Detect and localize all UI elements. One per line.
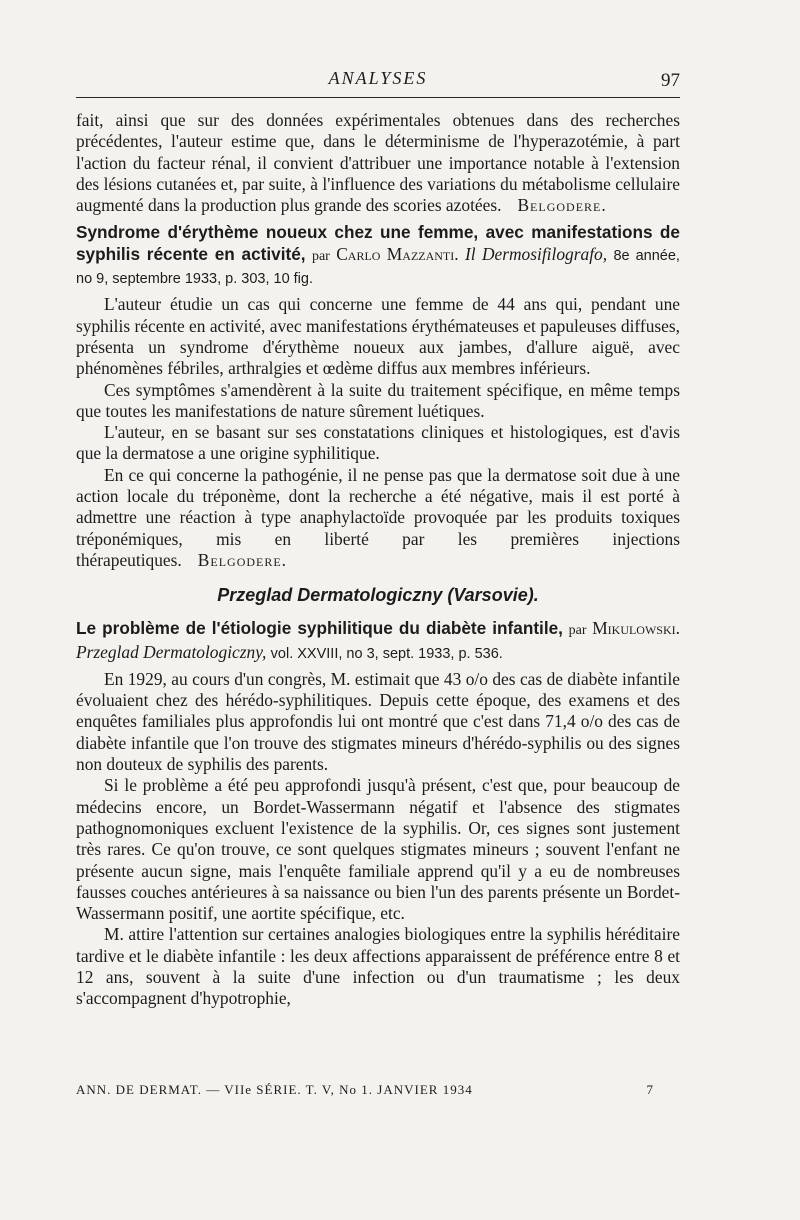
article-body	[76, 110, 680, 1010]
entry-2-reference	[76, 618, 680, 665]
entry-2-title: Le problème de l'étiologie syphilitique du diabète infantile,	[76, 618, 563, 639]
entry-2-paragraph-3: M. attire l'attention sur certaines analogies biologiques entre la syphilis héréditaire tardive et le diabète infantile : les deux affections apparaissent de préférence entre 8 et 12 ans, souvent à la suite d'une infection ou d'un traumatisme ; les deux s'accompagnent d'hypotrophie,	[76, 924, 680, 1009]
footer-sheet-number: 7	[646, 1082, 654, 1097]
entry-2-paragraph-2: Si le problème a été peu approfondi jusqu'à présent, c'est que, pour beaucoup de médecins encore, un Bordet-Wassermann négatif et l'absence des stigmates pathognomoniques excluent l'existence de la syphilis. Or, ces signes sont justement très rares. Ce qu'on trouve, ce sont quelques stigmates mineurs ; souvent l'enfant ne présente aucun signe, mais l'enquête familiale apprend qu'il y a eu de nombreuses fausses couches antérieures à sa naissance ou bien l'un des parents présente un Bordet-Wassermann positif, une aortite spécifique, etc.	[76, 775, 680, 924]
entry-1-paragraph-4	[76, 465, 680, 571]
page-number: 97	[661, 70, 680, 91]
entry-1-journal: Il Dermosifilografo,	[464, 243, 608, 264]
entry-1-details: 8e année, no 9, septembre 1933, p. 303, 10 fig.	[76, 247, 680, 288]
footer-citation: ANN. DE DERMAT. — VIIe SÉRIE. T. V, No 1. JANVIER 1934	[76, 1082, 473, 1097]
entry-1-paragraph-2: Ces symptômes s'amendèrent à la suite du traitement spécifique, en même temps que toutes les manifestations de nature sûrement luétiques.	[76, 379, 680, 421]
entry-2-author: Mikulowski.	[592, 618, 680, 639]
entry-1-paragraph-1: L'auteur étudie un cas qui concerne une femme de 44 ans qui, pendant une syphilis récente en activité, avec manifestations érythémateuses et papuleuses diffuses, présenta un syndrome d'érythème noueux aux jambes, d'allure aiguë, avec phénomènes fébriles, arthralgies et œdème diffus aux membres inférieurs.	[76, 294, 680, 379]
journal-heading: Przeglad Dermatologiczny (Varsovie).	[217, 585, 539, 606]
page-header	[76, 68, 680, 98]
entry-2-by: par	[568, 623, 587, 639]
entry-2-paragraph-1: En 1929, au cours d'un congrès, M. estimait que 43 o/o des cas de diabète infantile évoluaient chez des hérédo-syphilitiques. Depuis cette époque, des examens et des enquêtes familiales plus approfondis lui ont montré que c'est dans 71,4 o/o des cas de diabète infantile que l'on trouve des stigmates mineurs d'hérédo-syphilis ou des signes non douteux de syphilis des parents.	[76, 668, 680, 775]
page-footer	[76, 1082, 680, 1098]
intro-paragraph	[76, 110, 680, 216]
intro-text: fait, ainsi que sur des données expérimentales obtenues dans des recherches précédentes, l'auteur estime que, dans le déterminisme de l'hyperazotémie, à part l'action du facteur rénal, il convient d'attribuer une importance notable à l'extension des lésions cutanées et, par suite, à l'influence des variations du métabolisme cellulaire augmenté dans la production plus grande des scories azotées.	[76, 110, 680, 216]
entry-1-title: Syndrome d'érythème noueux chez une femme, avec manifestations de syphilis récente en activité,	[76, 222, 680, 264]
entry-1-signature: Belgodere.	[197, 549, 288, 570]
entry-2-details: vol. XXVIII, no 3, sept. 1933, p. 536.	[270, 645, 503, 662]
entry-1-reference	[76, 222, 680, 290]
entry-1-by: par	[311, 248, 330, 264]
intro-signature: Belgodere.	[517, 195, 607, 216]
running-title: ANALYSES	[328, 68, 428, 88]
header-rule	[76, 97, 680, 98]
entry-1-author: Carlo Mazzanti.	[336, 243, 459, 264]
entry-1-paragraph-3: L'auteur, en se basant sur ses constatations cliniques et histologiques, est d'avis que la dermatose a une origine syphilitique.	[76, 422, 680, 464]
entry-2-journal: Przeglad Dermatologiczny,	[76, 641, 267, 662]
entry-1-paragraph-4-text: En ce qui concerne la pathogénie, il ne pense pas que la dermatose soit due à une action locale du tréponème, dont la recherche a été négative, mais il est porté à admettre une réaction à type anaphylactoïde provoquée par les produits toxiques tréponémiques, mis en liberté par les premières injections thérapeutiques.	[76, 464, 680, 570]
